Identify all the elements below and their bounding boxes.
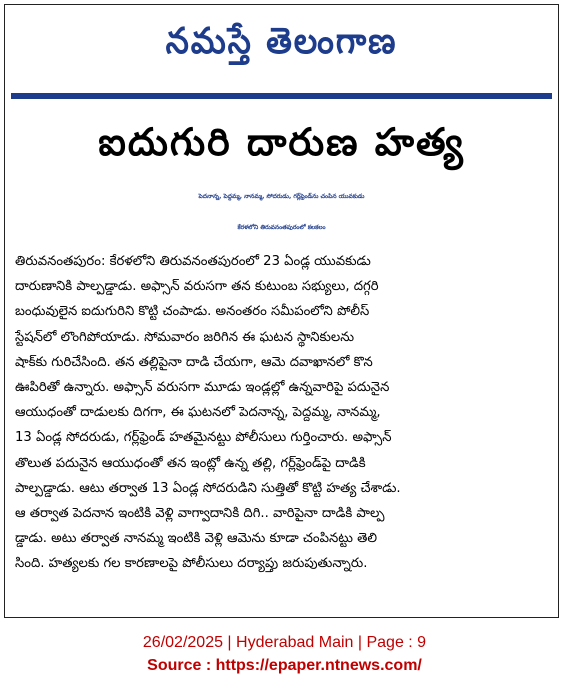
article-body-line: సింది. హత్యలకు గల కారణాలపై పోలీసులు దర్యాప్తు జరుపుతున్నారు. [15, 556, 368, 572]
newspaper-clipping [4, 4, 559, 618]
article-body-line: ఆయుధంతో దాడులకు దిగగా, ఈ ఘటనలో పెదనాన్న, పెద్దమ్మ, నానమ్మ, [15, 405, 381, 421]
article-body-line: షాక్‌కు గురిచేసింది. తన తల్లిపైనా దాడి చేయగా, ఆమె దవాఖానలో కొన [15, 354, 373, 370]
source-link[interactable]: Source : https://epaper.ntnews.com/ [147, 657, 422, 674]
masthead-divider [11, 93, 552, 99]
article-body-line: బంధువులైన ఐదుగురిని కొట్టి చంపాడు. అనంతరం సమీపంలోని పోలీస్ [15, 304, 370, 320]
article-body-line: డ్డాడు. అటు తర్వాత నానమ్మ ఇంటికి వెళ్లి ఆమెను కూడా చంపినట్టు తెలి [15, 531, 378, 547]
article-body-line: 13 ఏండ్ల సోదరుడు, గర్ల్‌ఫ్రెండ్ హతమైనట్టు పోలీసులు గుర్తించారు. అఫ్సాన్ [15, 430, 392, 446]
article-subheadline-2: కేరళలోని తిరువనంతపురంలో కలకలం [237, 224, 326, 231]
article-body-line: తొలుత పదునైన ఆయుధంతో తన ఇంట్లో ఉన్న తల్లి, గర్ల్‌ఫ్రెండ్‌పై దాడికి [15, 455, 366, 471]
article-body-line: ఆ తర్వాత పెదనాన ఇంటికి వెళ్లి వాగ్వాదానికి దిగి.. వారిపైనా దాడికి పాల్ప [15, 506, 385, 522]
article-body-line: పాల్పడ్డాడు. ఆటు తర్వాత 13 ఏండ్ల సోదరుడిని సుత్తితో కొట్టి హత్య చేశాడు. [15, 480, 401, 496]
article-body-line: దారుణానికి పాల్పడ్డాడు. అఫ్సాన్ వరుసగా తన కుటుంబ సభ్యులు, దగ్గరి [15, 279, 379, 295]
article-body-line: తిరువనంతపురం: కేరళలోని తిరువనంతపురంలో 23 ఏండ్ల యువకుడు [15, 254, 371, 269]
article-body-line: స్టేషన్‌లో లొంగిపోయాడు. సోమవారం జరిగిన ఈ ఘటన స్థానికులను [15, 329, 355, 345]
article-body [15, 249, 548, 577]
publication-info: 26/02/2025 | Hyderabad Main | Page : 9 [142, 634, 427, 651]
newspaper-masthead: నమస్తే తెలంగాణ [165, 20, 398, 62]
article-headline: ఐదుగురి దారుణ హత్య [98, 120, 465, 164]
article-body-line: ఊపిరితో ఉన్నారు. అఫ్సాన్ వరుసగా మూడు ఇండ్లల్లో ఉన్నవారిపై పదునైన [15, 380, 390, 396]
article-subheadline-1: పెదనాన్న, పెద్దమ్మ, నానమ్మ, సోదరుడు, గర్ల్‌ఫ్రెండ్‌ను చంపిన యువకుడు [198, 193, 365, 200]
